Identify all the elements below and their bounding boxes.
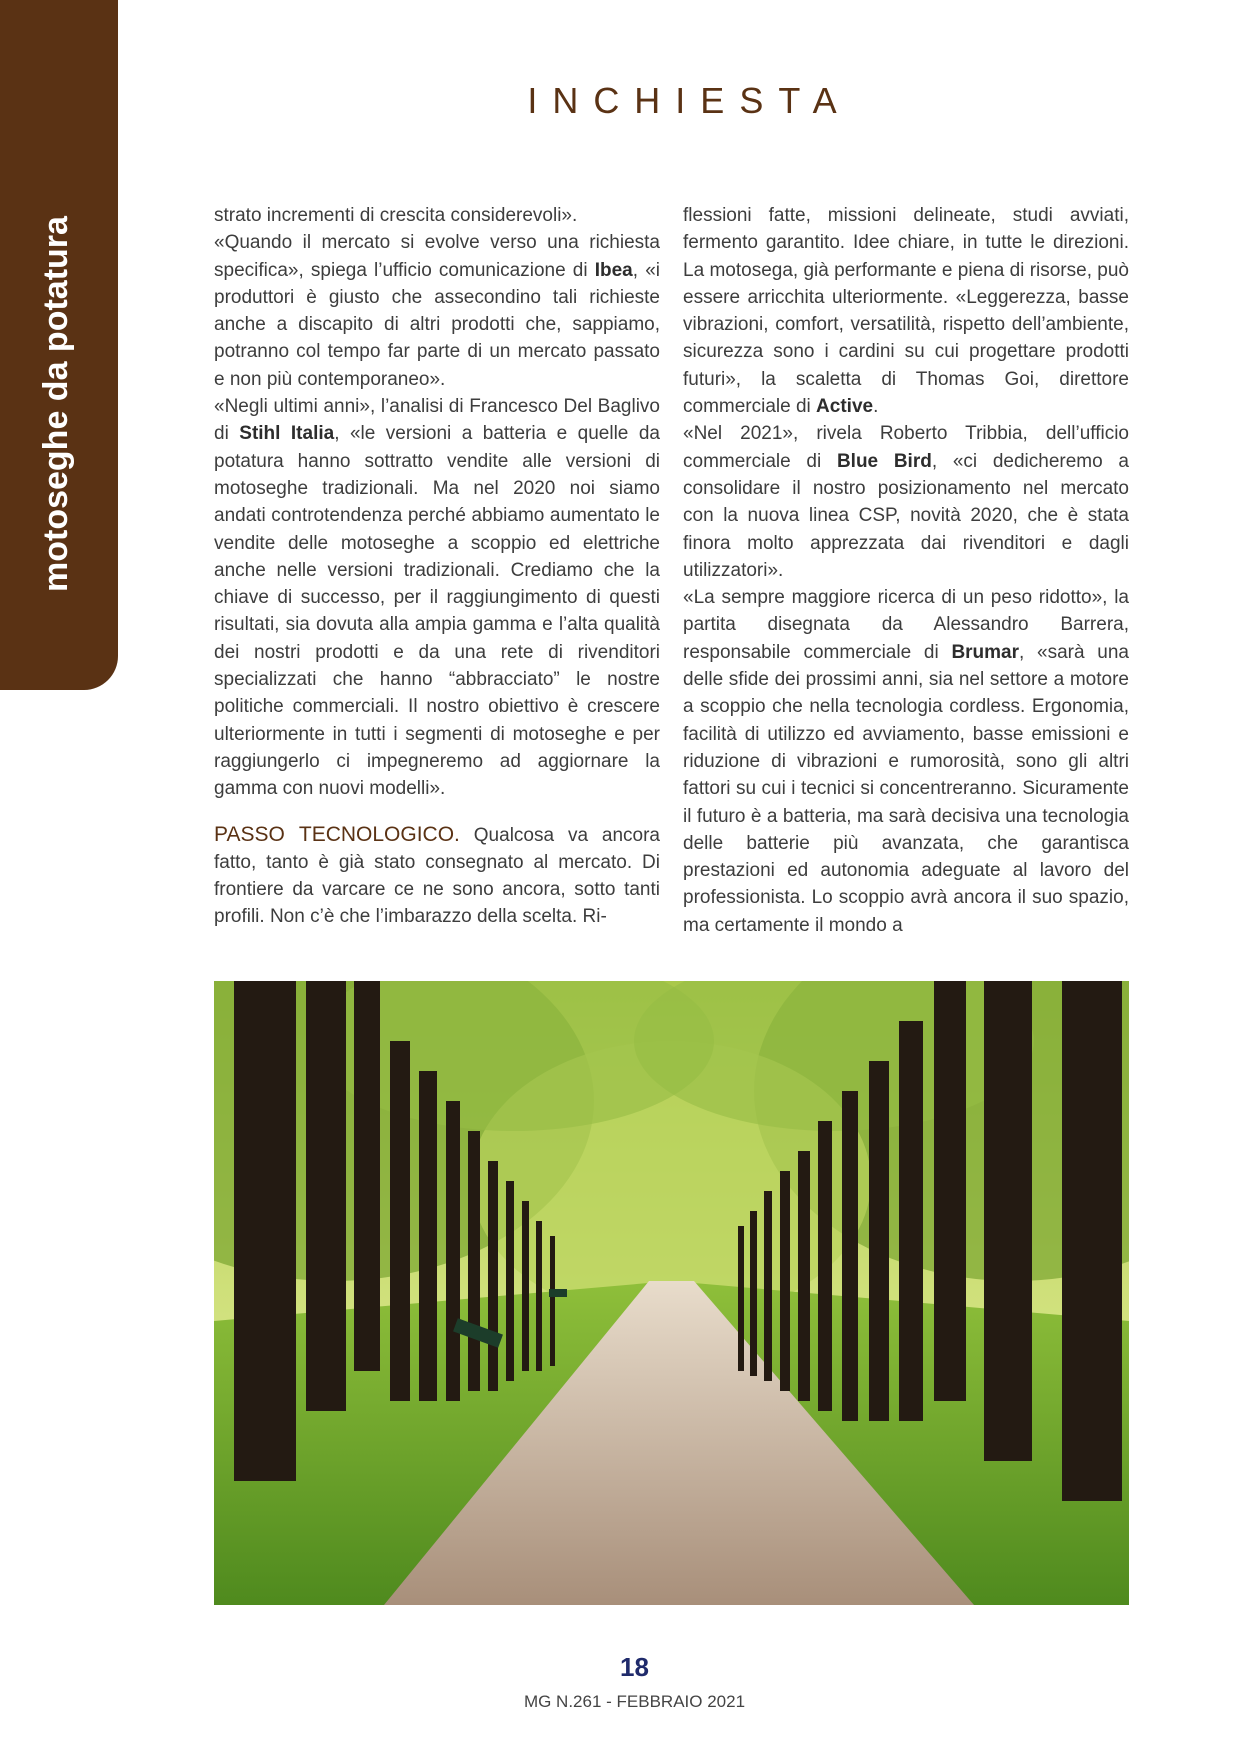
text-column-left [214,202,660,931]
paragraph: strato incrementi di crescita considerevoli». [214,205,578,226]
paragraph: «La sempre maggiore ricerca di un peso ridotto», la partita disegnata da Alessandro Barrera, responsabile commerciale di Brumar, «sarà una delle sfide dei prossimi anni, sia nel settore a motore a scoppio che nella tecnologia cordless. Ergonomia, facilità di utilizzo ed avviamento, basse emissioni e riduzione di vibrazioni e rumorosità, sono gli altri fattori su cui i tecnici si concentreranno. Sicuramente il futuro è a batteria, ma sarà decisiva una tecnologia delle batterie più avanzata, che garantisca prestazioni ed autonomia adeguate al lavoro del professionista. Lo scoppio avrà ancora il suo spazio, ma certamente il mondo a [683,587,1129,936]
paragraph: «Negli ultimi anni», l’analisi di Francesco Del Baglivo di Stihl Italia, «le versioni a batteria e quelle da potatura hanno sottratto vendite alle versioni di motoseghe tradizionali. Ma nel 2020 noi siamo andati controtendenza perché abbiamo aumentato le vendite delle motoseghe a scoppio ed elettriche anche nelle versioni tradizionali. Crediamo che la chiave di successo, per il raggiungimento di questi risultati, sia dovuta alla ampia gamma e l’alta qualità dei nostri prodotti e da una rete di rivenditori specializzati che hanno “abbracciato” le nostre politiche commerciali. Il nostro obiettivo è crescere ulteriormente in tutti i segmenti di motoseghe e per raggiungerlo ci impegneremo ad aggiornare la gamma con nuovi modelli». [214,396,660,800]
brand-name: Brumar [951,641,1020,663]
tree-avenue-photo [214,981,1129,1605]
page-number: 18 [620,1652,649,1682]
paragraph: «Nel 2021», rivela Roberto Tribbia, dell’ufficio commerciale di Blue Bird, «ci dedicheremo a consolidare il nostro posizionamento nel mercato con la nuova linea CSP, novità 2020, che è stata finora molto apprezzata dai rivenditori e dagli utilizzatori». [683,423,1129,581]
brand-name: Ibea [594,259,633,281]
paragraph: «Quando il mercato si evolve verso una richiesta specifica», spiega l’ufficio comunicazione di Ibea, «i produttori è giusto che assecondino tali richieste anche a discapito di altri prodotti che, sappiamo, potranno col tempo far parte di un mercato passato e non più contemporaneo». [214,232,660,390]
text-column-right [683,202,1129,939]
brand-name: Stihl Italia [239,423,335,445]
paragraph: flessioni fatte, missioni delineate, studi avviati, fermento garantito. Idee chiare, in tutte le direzioni. La motosega, già performante e piena di risorse, può essere arricchita ulteriormente. «Leggerezza, basse vibrazioni, comfort, versatilità, rispetto dell’ambiente, sicurezza sono i cardini su cui progettare prodotti futuri», la scaletta di Thomas Goi, direttore commerciale di Active. [683,205,1129,418]
brand-name: Blue Bird [836,450,932,472]
paragraph: PASSO TECNOLOGICO. Qualcosa va ancora fatto, tanto è già stato consegnato al mercato. Di frontiere da varcare ce ne sono ancora, sotto tanti profili. Non c’è che l’imbarazzo della scelta. Ri- [214,822,660,928]
section-title: INCHIESTA [527,80,852,121]
brand-name: Active [816,396,874,418]
issue-footer: MG N.261 - FEBBRAIO 2021 [523,1692,746,1711]
side-tab-label: motoseghe da potatura [37,216,75,592]
subheading: PASSO TECNOLOGICO. [214,822,460,846]
